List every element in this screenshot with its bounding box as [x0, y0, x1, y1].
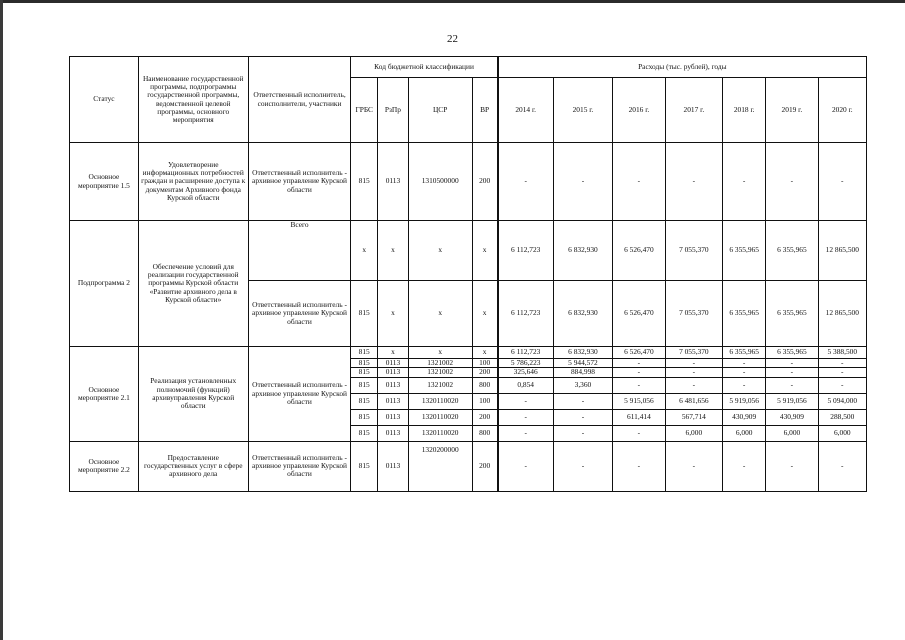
cell-2014: - — [498, 393, 553, 409]
cell-2019: - — [766, 368, 818, 377]
row-executor-total: Всего — [248, 221, 351, 281]
cell-2018: - — [723, 377, 766, 393]
cell-csr: x — [408, 347, 472, 359]
row-status: Подпрограмма 2 — [70, 221, 139, 347]
cell-2014: 0,854 — [498, 377, 553, 393]
scan-edge-top — [0, 0, 905, 3]
budget-table — [69, 56, 867, 492]
cell-2014: - — [498, 409, 553, 425]
row-executor: Ответственный исполнитель - архивное управление Курской области — [248, 347, 351, 442]
cell-vr: x — [472, 347, 498, 359]
cell-2016: 6 526,470 — [613, 347, 665, 359]
cell-2015: 6 832,930 — [553, 347, 613, 359]
row-executor: Ответственный исполнитель - архивное управление Курской области — [248, 441, 351, 491]
cell-rzpr: 0113 — [378, 425, 409, 441]
cell-2019: 5 919,056 — [766, 393, 818, 409]
cell-2017: - — [665, 368, 723, 377]
header-name: Наименование государственной программы, подпрограммы государственной программы, ведомственной целевой программы, основного мероприятия — [138, 57, 248, 143]
cell-csr: 1321002 — [408, 368, 472, 377]
cell-vr: 800 — [472, 377, 498, 393]
cell-2018: 6,000 — [723, 425, 766, 441]
cell-grbs: 815 — [351, 393, 378, 409]
cell-2018: 6 355,965 — [723, 221, 766, 281]
header-vr: ВР — [472, 78, 498, 143]
cell-2018: - — [723, 368, 766, 377]
cell-2014: - — [498, 441, 553, 491]
row-status: Основное мероприятие 1.5 — [70, 143, 139, 221]
row-name: Реализация установленных полномочий (функций) архивуправления Курской области — [138, 347, 248, 442]
header-year: 2014 г. — [498, 78, 553, 143]
cell-vr: x — [472, 281, 498, 347]
cell-2017: 7 055,370 — [665, 281, 723, 347]
cell-2017: - — [665, 441, 723, 491]
row-activity-2-2 — [70, 441, 867, 491]
cell-2020: 12 865,500 — [818, 281, 866, 347]
cell-csr: 1321002 — [408, 359, 472, 368]
cell-2019: - — [766, 143, 818, 221]
cell-2020: 12 865,500 — [818, 221, 866, 281]
cell-rzpr: 0113 — [378, 143, 409, 221]
cell-csr: 1320110020 — [408, 393, 472, 409]
cell-grbs: 815 — [351, 281, 378, 347]
cell-2017: 7 055,370 — [665, 347, 723, 359]
cell-2015: - — [553, 441, 613, 491]
cell-2019: 6,000 — [766, 425, 818, 441]
cell-2018: 6 355,965 — [723, 281, 766, 347]
header-csr: ЦСР — [408, 78, 472, 143]
row-status: Основное мероприятие 2.1 — [70, 347, 139, 442]
cell-2015: 6 832,930 — [553, 281, 613, 347]
header-expenses-group: Расходы (тыс. рублей), годы — [498, 57, 867, 78]
cell-grbs: 815 — [351, 441, 378, 491]
cell-2019: - — [766, 441, 818, 491]
cell-2017: - — [665, 143, 723, 221]
cell-2020: - — [818, 143, 866, 221]
header-row-1 — [70, 57, 867, 78]
cell-2020: - — [818, 377, 866, 393]
cell-2016: 6 526,470 — [613, 281, 665, 347]
cell-grbs: 815 — [351, 359, 378, 368]
cell-2014: 6 112,723 — [498, 281, 553, 347]
header-year: 2019 г. — [766, 78, 818, 143]
cell-2019: 430,909 — [766, 409, 818, 425]
row-executor: Ответственный исполнитель - архивное управление Курской области — [248, 281, 351, 347]
cell-2015: 6 832,930 — [553, 221, 613, 281]
cell-2019: - — [766, 359, 818, 368]
cell-grbs: 815 — [351, 377, 378, 393]
cell-vr: x — [472, 221, 498, 281]
cell-grbs: 815 — [351, 425, 378, 441]
cell-2020: 5 388,500 — [818, 347, 866, 359]
cell-2018: 6 355,965 — [723, 347, 766, 359]
cell-rzpr: 0113 — [378, 359, 409, 368]
cell-2017: 7 055,370 — [665, 221, 723, 281]
header-year: 2015 г. — [553, 78, 613, 143]
cell-rzpr: 0113 — [378, 393, 409, 409]
cell-vr: 200 — [472, 441, 498, 491]
row-status: Основное мероприятие 2.2 — [70, 441, 139, 491]
cell-2016: - — [613, 359, 665, 368]
cell-2016: 5 915,056 — [613, 393, 665, 409]
cell-2015: 884,998 — [553, 368, 613, 377]
row-subprogram-2-total — [70, 221, 867, 281]
cell-2015: 5 944,572 — [553, 359, 613, 368]
cell-vr: 200 — [472, 409, 498, 425]
row-activity-1-5 — [70, 143, 867, 221]
cell-2019: 6 355,965 — [766, 221, 818, 281]
cell-grbs: x — [351, 221, 378, 281]
cell-2016: - — [613, 377, 665, 393]
header-year: 2020 г. — [818, 78, 866, 143]
cell-2014: 325,646 — [498, 368, 553, 377]
cell-2014: 6 112,723 — [498, 221, 553, 281]
cell-2018: - — [723, 441, 766, 491]
header-rzpr: РзПр — [378, 78, 409, 143]
cell-vr: 800 — [472, 425, 498, 441]
cell-2014: - — [498, 143, 553, 221]
cell-2014: 5 786,223 — [498, 359, 553, 368]
cell-2016: - — [613, 425, 665, 441]
cell-grbs: 815 — [351, 143, 378, 221]
cell-grbs: 815 — [351, 347, 378, 359]
cell-rzpr: 0113 — [378, 441, 409, 491]
cell-2014: 6 112,723 — [498, 347, 553, 359]
scan-edge-left — [0, 0, 3, 640]
cell-rzpr: x — [378, 281, 409, 347]
cell-rzpr: 0113 — [378, 377, 409, 393]
cell-2020: 6,000 — [818, 425, 866, 441]
cell-2018: - — [723, 359, 766, 368]
cell-2016: - — [613, 368, 665, 377]
cell-2016: 6 526,470 — [613, 221, 665, 281]
cell-rzpr: x — [378, 221, 409, 281]
cell-2019: 6 355,965 — [766, 281, 818, 347]
cell-2017: - — [665, 377, 723, 393]
row-name: Обеспечение условий для реализации государственной программы Курской области «Развитие архивного дела в Курской области» — [138, 221, 248, 347]
cell-grbs: 815 — [351, 368, 378, 377]
cell-2015: 3,360 — [553, 377, 613, 393]
cell-csr: 1321002 — [408, 377, 472, 393]
cell-grbs: 815 — [351, 409, 378, 425]
row-name: Удовлетворение информационных потребностей граждан и расширение доступа к документам Архивного фонда Курской области — [138, 143, 248, 221]
cell-vr: 100 — [472, 359, 498, 368]
header-code-group: Код бюджетной классификации — [351, 57, 498, 78]
cell-2020: - — [818, 441, 866, 491]
cell-2016: - — [613, 441, 665, 491]
cell-csr: 1320200000 — [408, 441, 472, 491]
cell-csr: 1310500000 — [408, 143, 472, 221]
cell-2020: - — [818, 368, 866, 377]
cell-2015: - — [553, 425, 613, 441]
page-number: 22 — [447, 33, 458, 45]
cell-2018: 430,909 — [723, 409, 766, 425]
cell-vr: 200 — [472, 143, 498, 221]
cell-csr: x — [408, 281, 472, 347]
cell-2018: - — [723, 143, 766, 221]
row-executor: Ответственный исполнитель - архивное управление Курской области — [248, 143, 351, 221]
header-year: 2018 г. — [723, 78, 766, 143]
cell-2019: - — [766, 377, 818, 393]
cell-2017: 6,000 — [665, 425, 723, 441]
cell-csr: 1320110020 — [408, 425, 472, 441]
header-year: 2017 г. — [665, 78, 723, 143]
cell-rzpr: x — [378, 347, 409, 359]
cell-rzpr: 0113 — [378, 409, 409, 425]
header-grbs: ГРБС — [351, 78, 378, 143]
cell-csr: 1320110020 — [408, 409, 472, 425]
cell-rzpr: 0113 — [378, 368, 409, 377]
cell-2018: 5 919,056 — [723, 393, 766, 409]
header-status: Статус — [70, 57, 139, 143]
cell-vr: 200 — [472, 368, 498, 377]
row-name: Предоставление государственных услуг в сфере архивного дела — [138, 441, 248, 491]
cell-2016: 611,414 — [613, 409, 665, 425]
cell-2014: - — [498, 425, 553, 441]
cell-2017: 6 481,656 — [665, 393, 723, 409]
cell-2019: 6 355,965 — [766, 347, 818, 359]
header-executor: Ответственный исполнитель, соисполнители, участники — [248, 57, 351, 143]
cell-vr: 100 — [472, 393, 498, 409]
row-activity-2-1 — [70, 347, 867, 359]
cell-2015: - — [553, 409, 613, 425]
cell-2020: - — [818, 359, 866, 368]
cell-2020: 5 094,000 — [818, 393, 866, 409]
cell-2015: - — [553, 393, 613, 409]
cell-2015: - — [553, 143, 613, 221]
cell-2017: 567,714 — [665, 409, 723, 425]
cell-2016: - — [613, 143, 665, 221]
header-year: 2016 г. — [613, 78, 665, 143]
cell-2020: 288,500 — [818, 409, 866, 425]
cell-2017: - — [665, 359, 723, 368]
cell-csr: x — [408, 221, 472, 281]
